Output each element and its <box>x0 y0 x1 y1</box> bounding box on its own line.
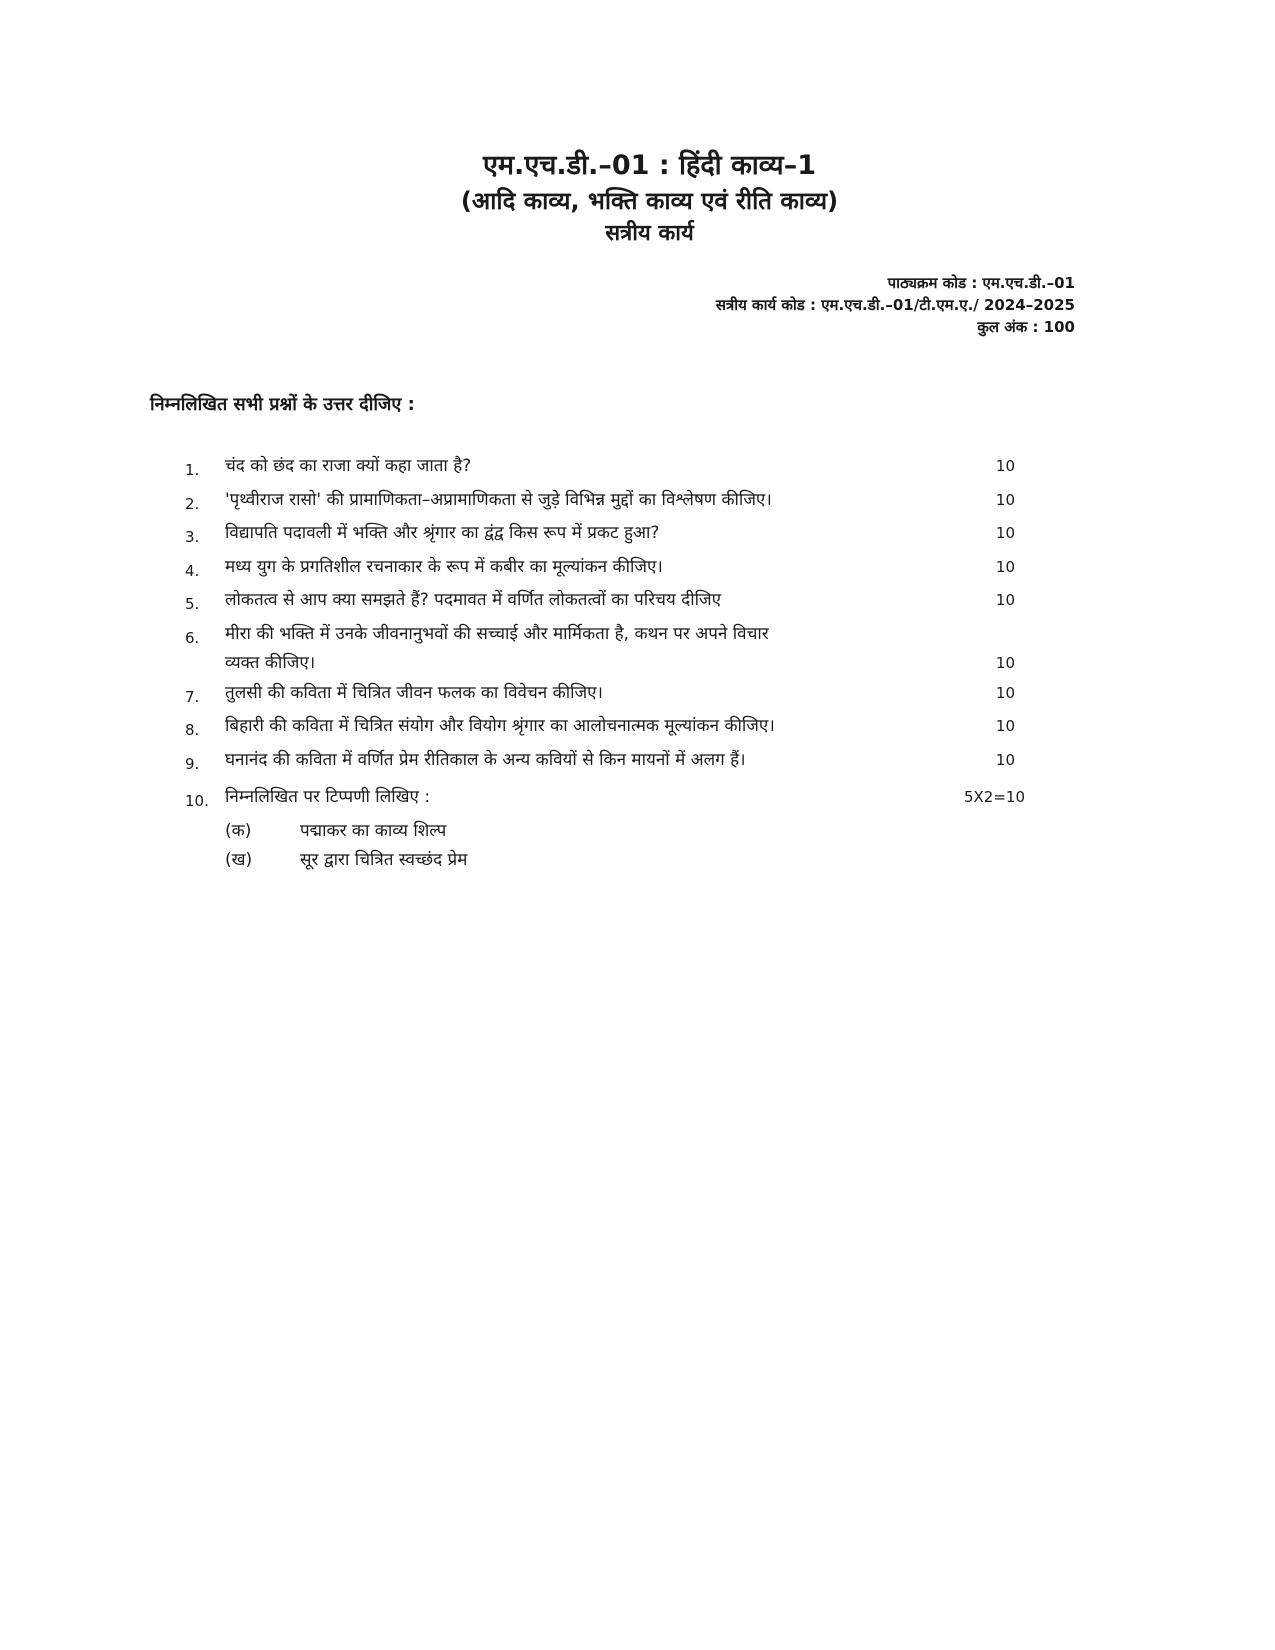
question-marks: 10 <box>995 750 1015 769</box>
question-text: निम्नलिखित पर टिप्पणी लिखिए : <box>225 787 431 807</box>
question-text: तुलसी की कविता में चित्रित जीवन फलक का विवेचन कीजिए। <box>225 682 603 703</box>
question-marks: 10 <box>995 457 1015 475</box>
question-item <box>185 746 1085 780</box>
assignment-code: सत्रीय कार्य कोड : एम.एच.डी.–01/टी.एम.ए./ 2024–2025 <box>715 296 1075 314</box>
question-item <box>185 712 1085 746</box>
instruction: निम्नलिखित सभी प्रश्नों के उत्तर दीजिए : <box>150 394 415 415</box>
question-item <box>185 783 1085 817</box>
question-marks: 10 <box>995 490 1015 509</box>
question-marks: 10 <box>995 683 1015 702</box>
question-text-line: व्यक्त कीजिए। <box>225 653 316 673</box>
question-item <box>185 679 1085 713</box>
title-block <box>0 148 1275 250</box>
question-marks: 5X2=10 <box>963 788 1025 806</box>
question-text: लोकतत्व से आप क्या समझते हैं? पदमावत में वर्णित लोकतत्वों का परिचय दीजिए <box>225 590 722 610</box>
total-marks: कुल अंक : 100 <box>977 318 1075 336</box>
question-text: चंद को छंद का राजा क्यों कहा जाता है? <box>225 456 472 476</box>
question-number: 7. <box>185 687 200 706</box>
question-text-line: मीरा की भक्ति में उनके जीवनानुभवों की सच्चाई और मार्मिकता है, कथन पर अपने विचार <box>225 623 769 644</box>
question-text: घनानंद की कविता में वर्णित प्रेम रीतिकाल के अन्य कवियों से किन मायनों में अलग हैं। <box>225 749 746 770</box>
sub-item <box>225 846 1085 875</box>
question-number: 10. <box>185 792 209 810</box>
question-marks: 10 <box>995 524 1015 542</box>
question-marks: 10 <box>995 654 1015 672</box>
question-number: 2. <box>185 494 200 513</box>
sub-item-label: (ख) <box>225 849 253 870</box>
question-number: 3. <box>185 528 200 546</box>
question-item <box>185 553 1085 587</box>
question-text <box>225 620 945 679</box>
question-number: 1. <box>185 461 200 479</box>
question-number: 6. <box>185 628 200 647</box>
question-marks: 10 <box>995 717 1015 735</box>
document-type: सत्रीय कार्य <box>605 221 694 246</box>
course-code: पाठ्यक्रम कोड : एम.एच.डी.–01 <box>887 274 1075 292</box>
sub-item-list <box>225 817 1085 875</box>
question-item <box>185 519 1085 553</box>
question-item <box>185 486 1085 520</box>
question-number: 4. <box>185 561 200 580</box>
question-number: 9. <box>185 754 200 773</box>
question-number: 5. <box>185 595 200 613</box>
sub-item-label: (क) <box>225 820 252 841</box>
sub-item-text: सूर द्वारा चित्रित स्वच्छंद प्रेम <box>300 849 468 870</box>
meta-block <box>716 272 1075 338</box>
question-item <box>185 586 1085 620</box>
question-marks: 10 <box>995 591 1015 609</box>
sub-item-text: पद्माकर का काव्य शिल्प <box>300 820 447 841</box>
question-text: बिहारी की कविता में चित्रित संयोग और वियोग श्रृंगार का आलोचनात्मक मूल्यांकन कीजिए। <box>225 716 775 736</box>
question-marks: 10 <box>995 557 1015 576</box>
question-text: मध्य युग के प्रगतिशील रचनाकार के रूप में कबीर का मूल्यांकन कीजिए। <box>225 556 663 577</box>
question-text: विद्यापति पदावली में भक्ति और श्रृंगार का द्वंद्व किस रूप में प्रकट हुआ? <box>225 523 660 543</box>
question-text: 'पृथ्वीराज रासो' की प्रामाणिकता–अप्रामाणिकता से जुड़े विभिन्न मुद्दों का विश्लेषण कीजिए। <box>225 489 772 510</box>
page-subtitle: (आदि काव्य, भक्ति काव्य एवं रीति काव्य) <box>460 187 839 215</box>
question-item <box>185 452 1085 486</box>
page-title: एम.एच.डी.–01 : हिंदी काव्य–1 <box>482 150 816 181</box>
sub-item <box>225 817 1085 846</box>
question-item <box>185 620 1085 679</box>
question-number: 8. <box>185 721 200 739</box>
question-list <box>185 452 1085 875</box>
